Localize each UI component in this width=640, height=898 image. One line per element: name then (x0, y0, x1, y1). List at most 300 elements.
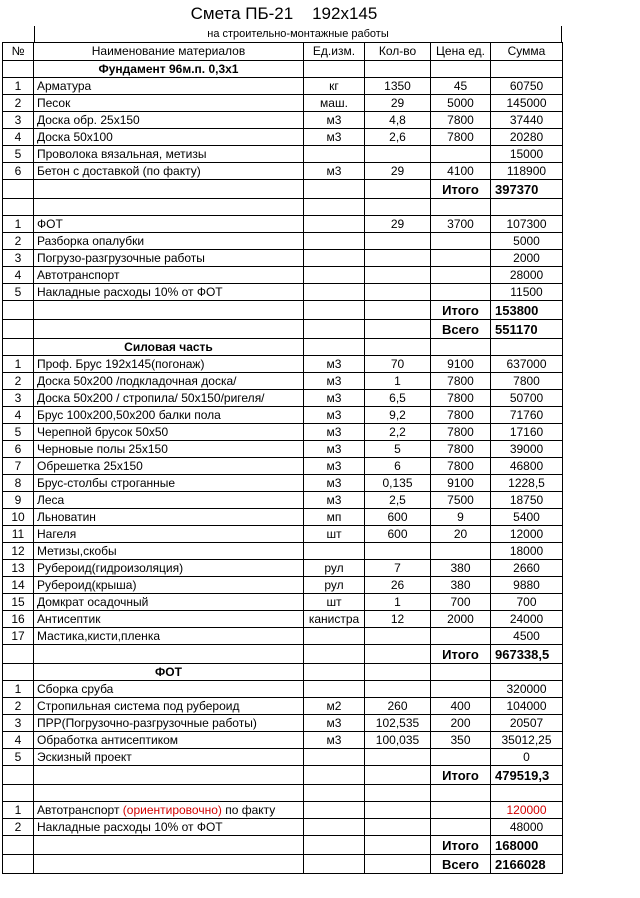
unit-price: 9 (431, 509, 491, 526)
column-header-price: Цена ед. (431, 43, 491, 61)
line-sum: 18000 (491, 543, 563, 560)
unit-of-measure: шт (304, 526, 365, 543)
material-name: Брус-столбы строганные (34, 475, 304, 492)
quantity: 2,5 (365, 492, 431, 509)
quantity: 29 (365, 163, 431, 180)
line-sum: 104000 (491, 698, 563, 715)
unit-of-measure: м3 (304, 407, 365, 424)
total-row (3, 301, 563, 320)
table-row (3, 373, 563, 390)
cell-number (3, 320, 34, 339)
table-row (3, 509, 563, 526)
item-number: 17 (3, 628, 34, 645)
item-number: 3 (3, 250, 34, 267)
line-sum: 17160 (491, 424, 563, 441)
cell-price (431, 199, 491, 216)
unit-price (431, 250, 491, 267)
item-number: 11 (3, 526, 34, 543)
item-number: 5 (3, 749, 34, 766)
cell-material (34, 855, 304, 874)
unit-price: 7800 (431, 407, 491, 424)
item-number: 1 (3, 802, 34, 819)
unit-of-measure (304, 267, 365, 284)
table-row (3, 441, 563, 458)
table-row (3, 163, 563, 180)
line-sum: 637000 (491, 356, 563, 373)
column-header-material: Наименование материалов (34, 43, 304, 61)
table-row (3, 475, 563, 492)
unit-of-measure (304, 233, 365, 250)
item-number: 1 (3, 681, 34, 698)
cell-quantity (365, 199, 431, 216)
cell-quantity (365, 664, 431, 681)
line-sum: 7800 (491, 373, 563, 390)
cell-number (3, 836, 34, 855)
line-sum: 20507 (491, 715, 563, 732)
unit-price (431, 819, 491, 836)
line-sum: 118900 (491, 163, 563, 180)
line-sum: 60750 (491, 78, 563, 95)
table-row (3, 802, 563, 819)
material-name: Автотранспорт (34, 267, 304, 284)
line-sum: 50700 (491, 390, 563, 407)
table-row (3, 732, 563, 749)
table-row (3, 146, 563, 163)
sheet-title: Смета ПБ-21 192х145 (190, 4, 378, 23)
table-row (3, 628, 563, 645)
quantity (365, 543, 431, 560)
material-name: Рубероид(крыша) (34, 577, 304, 594)
quantity: 29 (365, 95, 431, 112)
table-row (3, 390, 563, 407)
table-row (3, 698, 563, 715)
unit-of-measure: шт (304, 594, 365, 611)
unit-of-measure: м3 (304, 129, 365, 146)
total-row (3, 766, 563, 785)
line-sum: 5000 (491, 233, 563, 250)
line-sum: 107300 (491, 216, 563, 233)
item-number: 4 (3, 732, 34, 749)
table-row (3, 95, 563, 112)
unit-price: 7800 (431, 129, 491, 146)
section-header-row (3, 61, 563, 78)
cell-unit (304, 836, 365, 855)
unit-of-measure: мп (304, 509, 365, 526)
line-sum: 39000 (491, 441, 563, 458)
unit-price: 200 (431, 715, 491, 732)
cell-unit (304, 339, 365, 356)
cell-number (3, 301, 34, 320)
table-row (3, 458, 563, 475)
unit-price: 380 (431, 577, 491, 594)
material-name: Леса (34, 492, 304, 509)
material-name: Проволока вязальная, метизы (34, 146, 304, 163)
cell-quantity (365, 855, 431, 874)
item-number: 5 (3, 284, 34, 301)
material-name: Разборка опалубки (34, 233, 304, 250)
material-name: Рубероид(гидроизоляция) (34, 560, 304, 577)
unit-price: 9100 (431, 356, 491, 373)
unit-of-measure: м3 (304, 424, 365, 441)
cell-unit (304, 61, 365, 78)
table-row (3, 594, 563, 611)
unit-price (431, 233, 491, 250)
unit-of-measure: рул (304, 560, 365, 577)
cell-quantity (365, 61, 431, 78)
cell-quantity (365, 645, 431, 664)
item-number: 3 (3, 112, 34, 129)
cell-unit (304, 320, 365, 339)
item-number: 5 (3, 424, 34, 441)
table-row (3, 233, 563, 250)
material-name: Доска 50х100 (34, 129, 304, 146)
cell-material (34, 785, 304, 802)
unit-of-measure: маш. (304, 95, 365, 112)
unit-price: 7800 (431, 390, 491, 407)
cell-unit (304, 645, 365, 664)
item-number: 4 (3, 267, 34, 284)
material-name: Доска 50х200 /подкладочная доска/ (34, 373, 304, 390)
material-name: Метизы,скобы (34, 543, 304, 560)
quantity: 2,2 (365, 424, 431, 441)
quantity (365, 250, 431, 267)
unit-of-measure (304, 819, 365, 836)
total-sum: 153800 (491, 301, 563, 320)
line-sum: 37440 (491, 112, 563, 129)
material-name: Доска обр. 25х150 (34, 112, 304, 129)
table-row (3, 577, 563, 594)
total-sum: 967338,5 (491, 645, 563, 664)
quantity: 0,135 (365, 475, 431, 492)
quantity: 1 (365, 594, 431, 611)
material-name: Черепной брусок 50х50 (34, 424, 304, 441)
unit-of-measure: канистра (304, 611, 365, 628)
total-row (3, 180, 563, 199)
quantity: 100,035 (365, 732, 431, 749)
unit-price (431, 749, 491, 766)
material-name: Брус 100х200,50х200 балки пола (34, 407, 304, 424)
quantity: 9,2 (365, 407, 431, 424)
total-row (3, 645, 563, 664)
item-number: 3 (3, 390, 34, 407)
material-name: Арматура (34, 78, 304, 95)
item-number: 3 (3, 715, 34, 732)
line-sum: 18750 (491, 492, 563, 509)
quantity: 6,5 (365, 390, 431, 407)
cell-quantity (365, 766, 431, 785)
line-sum: 700 (491, 594, 563, 611)
cell-quantity (365, 785, 431, 802)
unit-of-measure (304, 146, 365, 163)
item-number: 4 (3, 129, 34, 146)
cell-material (34, 199, 304, 216)
column-header-sum: Сумма (491, 43, 563, 61)
quantity: 5 (365, 441, 431, 458)
line-sum: 320000 (491, 681, 563, 698)
line-sum: 15000 (491, 146, 563, 163)
unit-of-measure: м3 (304, 458, 365, 475)
cell-number (3, 180, 34, 199)
unit-price: 7800 (431, 424, 491, 441)
line-sum: 24000 (491, 611, 563, 628)
line-sum: 1228,5 (491, 475, 563, 492)
material-name (34, 802, 304, 819)
column-header-quantity: Кол-во (365, 43, 431, 61)
quantity: 29 (365, 216, 431, 233)
unit-price: 2000 (431, 611, 491, 628)
cell-number (3, 766, 34, 785)
cell-number (3, 199, 34, 216)
unit-of-measure (304, 216, 365, 233)
cell-sum (491, 199, 563, 216)
item-number: 15 (3, 594, 34, 611)
total-row (3, 836, 563, 855)
unit-price: 350 (431, 732, 491, 749)
cell-price (431, 61, 491, 78)
unit-of-measure: м3 (304, 112, 365, 129)
item-number: 2 (3, 373, 34, 390)
cell-number (3, 664, 34, 681)
table-body (3, 61, 563, 874)
unit-price: 7800 (431, 458, 491, 475)
cell-quantity (365, 180, 431, 199)
quantity: 102,535 (365, 715, 431, 732)
unit-of-measure: м3 (304, 475, 365, 492)
quantity: 7 (365, 560, 431, 577)
unit-price (431, 543, 491, 560)
cell-unit (304, 180, 365, 199)
item-number: 7 (3, 458, 34, 475)
cell-unit (304, 785, 365, 802)
item-number: 8 (3, 475, 34, 492)
quantity: 1 (365, 373, 431, 390)
unit-price: 380 (431, 560, 491, 577)
unit-of-measure (304, 628, 365, 645)
unit-price: 700 (431, 594, 491, 611)
item-number: 2 (3, 95, 34, 112)
table-header-row (3, 43, 563, 61)
material-name: ФОТ (34, 216, 304, 233)
line-sum: 20280 (491, 129, 563, 146)
cell-unit (304, 199, 365, 216)
quantity: 12 (365, 611, 431, 628)
table-row (3, 112, 563, 129)
line-sum: 5400 (491, 509, 563, 526)
table-row (3, 681, 563, 698)
material-name: Сборка сруба (34, 681, 304, 698)
total-sum: 551170 (491, 320, 563, 339)
quantity: 1350 (365, 78, 431, 95)
line-sum: 2000 (491, 250, 563, 267)
quantity: 70 (365, 356, 431, 373)
line-sum: 71760 (491, 407, 563, 424)
line-sum: 28000 (491, 267, 563, 284)
material-name: Доска 50х200 / стропила/ 50х150/ригеля/ (34, 390, 304, 407)
sheet-subtitle: на строительно-монтажные работы (34, 26, 562, 42)
item-number: 1 (3, 78, 34, 95)
unit-of-measure (304, 250, 365, 267)
material-name: Погрузо-разгрузочные работы (34, 250, 304, 267)
table-row (3, 250, 563, 267)
item-number: 13 (3, 560, 34, 577)
estimate-table (2, 42, 563, 874)
material-name: Песок (34, 95, 304, 112)
unit-of-measure: рул (304, 577, 365, 594)
unit-price: 3700 (431, 216, 491, 233)
table-row (3, 424, 563, 441)
unit-of-measure: м2 (304, 698, 365, 715)
unit-price: 5000 (431, 95, 491, 112)
quantity: 4,8 (365, 112, 431, 129)
cell-sum (491, 339, 563, 356)
line-sum: 48000 (491, 819, 563, 836)
unit-of-measure: м3 (304, 441, 365, 458)
cell-quantity (365, 301, 431, 320)
unit-of-measure: м3 (304, 390, 365, 407)
unit-price (431, 146, 491, 163)
table-row (3, 715, 563, 732)
cell-unit (304, 301, 365, 320)
spacer-row (3, 199, 563, 216)
material-name: Черновые полы 25х150 (34, 441, 304, 458)
quantity (365, 628, 431, 645)
quantity: 6 (365, 458, 431, 475)
item-number: 5 (3, 146, 34, 163)
line-sum: 2660 (491, 560, 563, 577)
quantity (365, 284, 431, 301)
material-name: Мастика,кисти,пленка (34, 628, 304, 645)
unit-of-measure: м3 (304, 356, 365, 373)
material-name: Нагеля (34, 526, 304, 543)
section-title: Силовая часть (34, 339, 304, 356)
material-name-part: Автотранспорт (37, 802, 123, 817)
table-row (3, 129, 563, 146)
cell-number (3, 339, 34, 356)
table-row (3, 356, 563, 373)
line-sum: 4500 (491, 628, 563, 645)
table-row (3, 267, 563, 284)
line-sum: 12000 (491, 526, 563, 543)
unit-of-measure (304, 802, 365, 819)
total-label: Итого (431, 766, 491, 785)
cell-quantity (365, 339, 431, 356)
table-row (3, 284, 563, 301)
line-sum: 9880 (491, 577, 563, 594)
cell-number (3, 61, 34, 78)
column-header-number: № (3, 43, 34, 61)
total-label: Итого (431, 645, 491, 664)
cell-material (34, 836, 304, 855)
line-sum: 0 (491, 749, 563, 766)
unit-price: 4100 (431, 163, 491, 180)
unit-of-measure: м3 (304, 732, 365, 749)
unit-price (431, 681, 491, 698)
unit-of-measure: м3 (304, 492, 365, 509)
unit-price (431, 628, 491, 645)
section-header-row (3, 664, 563, 681)
unit-price: 7800 (431, 112, 491, 129)
line-sum: 46800 (491, 458, 563, 475)
item-number: 2 (3, 698, 34, 715)
unit-of-measure (304, 284, 365, 301)
material-name: Бетон с доставкой (по факту) (34, 163, 304, 180)
column-header-unit: Ед.изм. (304, 43, 365, 61)
total-sum: 479519,3 (491, 766, 563, 785)
spacer-row (3, 785, 563, 802)
cell-quantity (365, 320, 431, 339)
total-label: Итого (431, 836, 491, 855)
item-number: 12 (3, 543, 34, 560)
cell-material (34, 766, 304, 785)
item-number: 2 (3, 233, 34, 250)
material-name: Накладные расходы 10% от ФОТ (34, 284, 304, 301)
unit-price: 7500 (431, 492, 491, 509)
item-number: 6 (3, 163, 34, 180)
cell-material (34, 320, 304, 339)
total-row (3, 320, 563, 339)
total-sum: 168000 (491, 836, 563, 855)
table-row (3, 749, 563, 766)
table-row (3, 216, 563, 233)
cell-unit (304, 855, 365, 874)
quantity (365, 146, 431, 163)
cell-number (3, 785, 34, 802)
section-title: Фундамент 96м.п. 0,3х1 (34, 61, 304, 78)
table-row (3, 526, 563, 543)
unit-of-measure: м3 (304, 163, 365, 180)
section-title: ФОТ (34, 664, 304, 681)
total-sum: 397370 (491, 180, 563, 199)
item-number: 10 (3, 509, 34, 526)
total-label: Всего (431, 320, 491, 339)
unit-price (431, 284, 491, 301)
unit-price: 7800 (431, 373, 491, 390)
table-row (3, 492, 563, 509)
material-name: Проф. Брус 192х145(погонаж) (34, 356, 304, 373)
unit-price: 7800 (431, 441, 491, 458)
material-name: Льноватин (34, 509, 304, 526)
cell-unit (304, 664, 365, 681)
cell-sum (491, 785, 563, 802)
unit-price: 20 (431, 526, 491, 543)
quantity (365, 819, 431, 836)
material-name: Эскизный проект (34, 749, 304, 766)
unit-of-measure: м3 (304, 373, 365, 390)
quantity: 600 (365, 526, 431, 543)
unit-price: 45 (431, 78, 491, 95)
quantity (365, 802, 431, 819)
quantity (365, 681, 431, 698)
unit-price (431, 802, 491, 819)
cell-price (431, 785, 491, 802)
unit-price: 9100 (431, 475, 491, 492)
cell-sum (491, 664, 563, 681)
cell-quantity (365, 836, 431, 855)
cell-material (34, 301, 304, 320)
material-name: Обрешетка 25х150 (34, 458, 304, 475)
approximate-note: (ориентировочно) (122, 802, 222, 817)
total-label: Итого (431, 180, 491, 199)
cell-unit (304, 766, 365, 785)
line-sum: 120000 (491, 802, 563, 819)
unit-price: 400 (431, 698, 491, 715)
total-sum: 2166028 (491, 855, 563, 874)
material-name: Стропильная система под рубероид (34, 698, 304, 715)
cell-material (34, 180, 304, 199)
quantity (365, 749, 431, 766)
material-name: Накладные расходы 10% от ФОТ (34, 819, 304, 836)
item-number: 2 (3, 819, 34, 836)
